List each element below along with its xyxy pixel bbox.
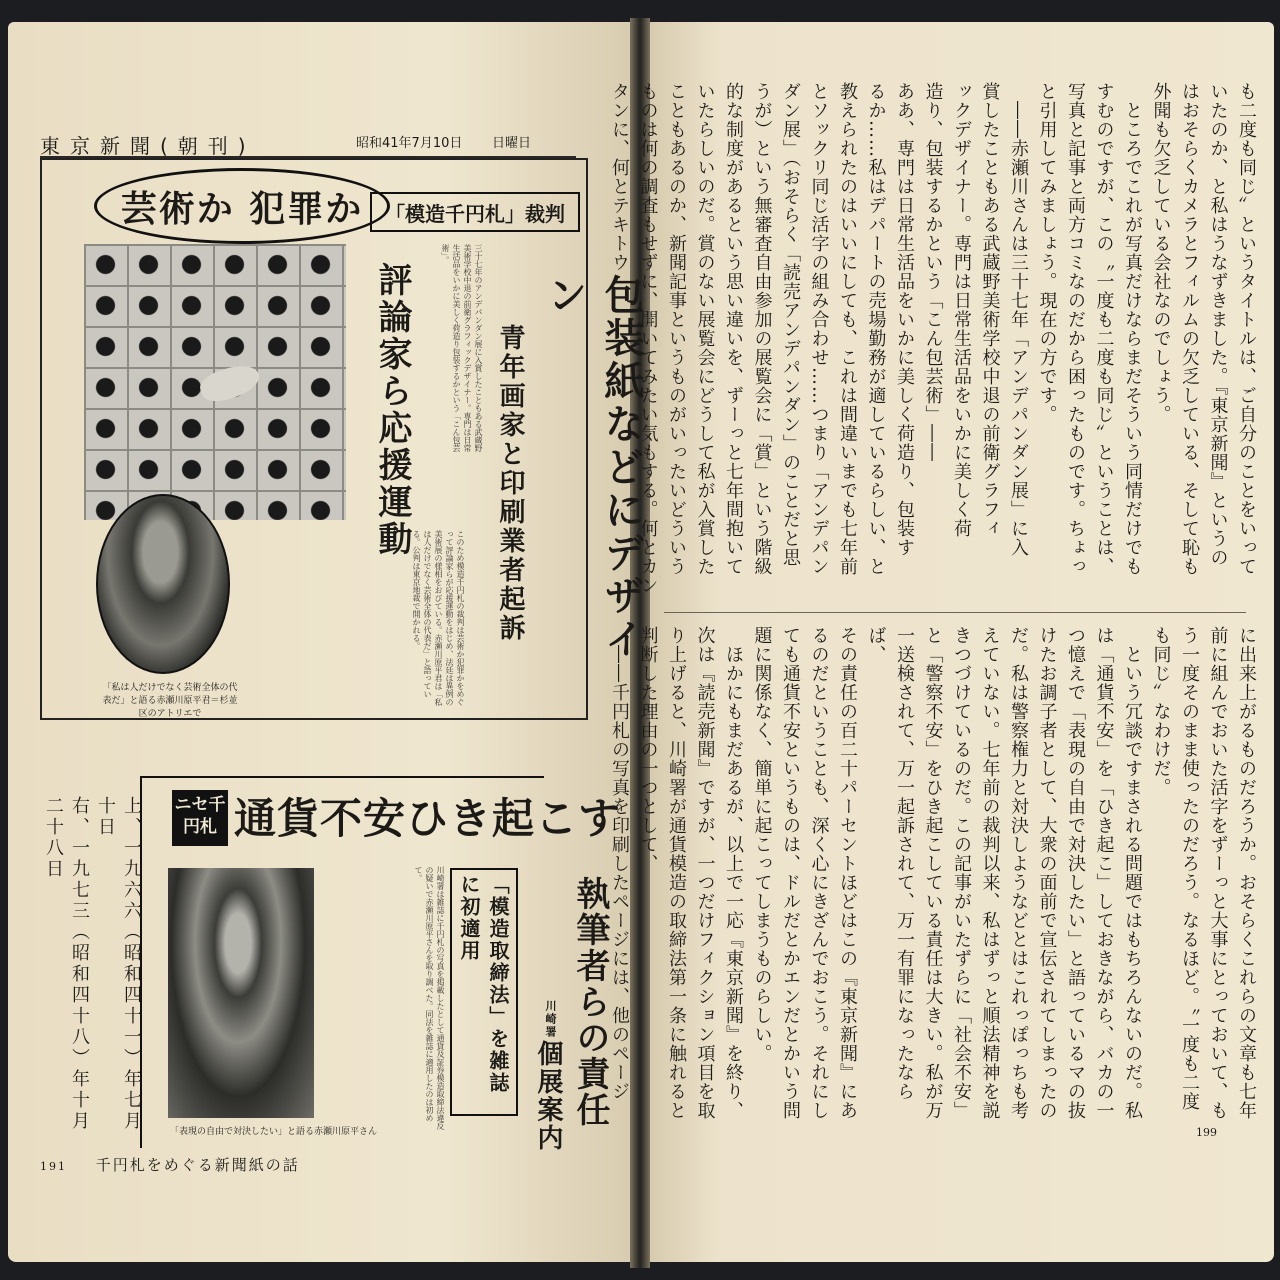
clipping2-box-headline: 「模造取締法」を雑誌に初適用 (450, 868, 518, 1116)
text-line: と引用してみましょう。現在の方です。 (1036, 82, 1058, 424)
text-line: 題に関係なく、簡単に起こってしまうものらしい。 (751, 626, 773, 1063)
text-line: 写真と記事と両方コミなのだから困ったものです。ちょっ (1065, 82, 1086, 576)
text-line: すむのですが、この〝一度も二度も同じ〟ということは、 (1093, 82, 1115, 576)
text-line: うが）という無審査自由参加の展覧会に「賞」という階級 (751, 82, 773, 576)
section-rule (664, 612, 1246, 613)
upper-text-block (609, 82, 1260, 610)
text-line: ――赤瀬川さんは三十七年「アンデパンダン展」に入 (1008, 82, 1029, 557)
text-line: 一送検されて、万一起訴されて、万一有罪になったならば、 (865, 626, 915, 1101)
counterfeit-badge: ニセ千円札 (172, 790, 228, 846)
clipping1-masthead (40, 128, 576, 158)
left-footer (40, 1154, 300, 1175)
clipping-dates (43, 796, 144, 1136)
text-line: り上げると、川崎署が通貨模造の取締法第一条に触れると (666, 626, 687, 1120)
text-line: も二度も同じ〟というタイトルは、ご自分のことをいって (1236, 82, 1257, 576)
headline-sub: 青年画家と印刷業者起訴 (495, 324, 525, 643)
text-line: 前に組んでおいた活字をずーっと大事にとっておいて、も (1207, 626, 1229, 1120)
clipping1-body-text: 三十七年のアンデパンダン展に入賞したこともある武蔵野美術学校中退の前衛グラフィックデザイナー。専門は日常生活品をいかに美しく荷造り包装するかという「こん包芸術」。 (441, 244, 483, 452)
text-line: も同じ〟なわけだ。 (1150, 626, 1172, 797)
right-page-number: 199 (1196, 1126, 1217, 1139)
text-line: つ憶えで「表現の自由で対決したい」と語っているマの抜 (1065, 626, 1086, 1120)
headline-oval: 芸術か 犯罪か (94, 168, 390, 244)
clipping2-sub: 個展案内 (533, 1040, 563, 1152)
text-line: と「警察不安」をひき起こしている責任は大きい。私が万 (922, 626, 944, 1120)
text-line: ところでこれが写真だけならまだそういう同情だけでも (1122, 82, 1143, 576)
text-line: るか……私はデパートの売場勤務が適しているらしい、と (865, 82, 887, 576)
text-line: いたらしいのだ。賞のない展覧会にどうして私が入賞した (694, 82, 716, 576)
text-line: けたお調子者として、大衆の面前で宣伝されてしまったの (1036, 626, 1058, 1120)
text-line: に出来上がるものだろうか。おそらくこれらの文章も七年 (1236, 626, 1257, 1120)
text-line: その責任の百二十パーセントほどはこの『東京新聞』にあ (837, 626, 858, 1120)
date-line-1: 上、一九六六（昭和四十一）年七月十日 (95, 796, 142, 1132)
text-line: 賞したこともある武蔵野美術学校中退の前衛グラフィ (979, 82, 1001, 538)
text-line: きつづけているのだ。この記事がいたずらに「社会不安」 (951, 626, 972, 1120)
text-line: いたのか、と私はうなずきました。『東京新聞』というの (1207, 82, 1229, 567)
text-line: えていない。七年前の裁判以来、私はずっと順法精神を説 (979, 626, 1001, 1120)
text-line: 判断した理由の一つとして、 (637, 626, 659, 873)
text-line: 教えられたのはいいにしても、これは間違いまでも七年前 (837, 82, 858, 576)
running-title: 千円札をめぐる新聞紙の話 (95, 1156, 300, 1174)
kicker-box: 「模造千円札」裁判 (370, 192, 580, 232)
portrait-photo-oval (96, 494, 230, 674)
text-line: ックデザイナー。専門は日常生活品をいかに美しく荷 (951, 82, 972, 538)
text-line: 造り、包装するかという「こん包芸術」―― (922, 82, 944, 462)
text-line: はおそらくカメラとフィルムの欠乏している、そして恥も (1179, 82, 1200, 576)
text-line: ダン展」（おそらく「読売アンデパンダン」のことだと思 (780, 82, 801, 567)
clipping2-body-text: 川崎署は雑誌に千円札の写真を掲載したとして通貨及証券模造取締法違反の疑いで赤瀬川原平さんを取り調べた。同法を雑誌に適用したのは初めて。 (414, 866, 445, 1130)
text-line: るのだということも、深く心にきざんでおこう。それにし (808, 626, 830, 1120)
text-line: だ。私は警察権力と対決しようなどとはこれっぽっちも考 (1008, 626, 1029, 1120)
text-line: は「通貨不安」を「ひき起こ」しておきながら、バカの一 (1093, 626, 1115, 1120)
text-line: という冗談ですまされる問題ではもちろんないのだ。私 (1122, 626, 1143, 1120)
text-line: ああ、専門は日常生活品をいかに美しく荷造り、包装す (894, 82, 915, 557)
text-line: とソックリ同じ活字の組み合わせ……つまり「アンデパン (808, 82, 830, 576)
text-line: ――千円札の写真を印刷したページには、他のページ (609, 626, 630, 1101)
left-page-number: 191 (40, 1160, 67, 1173)
text-line: ものは何の調査もせずに、開いてみたい気もする。何とカンタンに、何とテキトウ (609, 82, 659, 595)
portrait-photo (168, 868, 314, 1118)
clipping1-caption: 「私は人だけでなく芸術全体の代表だ」と語る赤瀬川原平君＝杉並区のアトリエで (102, 683, 238, 719)
headline-main: 包装紙などにデザイン (541, 274, 644, 661)
text-line: う一度そのまま使ったのだろう。なるほど。〝一度も二度 (1179, 626, 1200, 1111)
text-line: 的な制度があるという思い違いを、ずーっと七年間抱いて (723, 82, 744, 576)
clipping2-byline: 川崎署 (544, 1000, 557, 1039)
masthead-day: 日曜日 (492, 136, 532, 151)
clipping2-headline: 通貨不安ひき起こす (234, 794, 622, 843)
text-line: 次は『読売新聞』ですが、一つだけフィクション項目を取 (694, 626, 716, 1120)
masthead-date: 昭和41年7月10日 (356, 136, 463, 151)
date-line-2: 右、一九七三（昭和四十八）年十月二十八日 (43, 796, 90, 1132)
masthead-paper: 東京新聞(朝刊) (40, 134, 256, 158)
text-line: ても通貨不安というものは、ドルだとかエンだとかいう問 (780, 626, 801, 1120)
lower-text-block (609, 626, 1260, 1120)
clipping1-body-text-2: このため模造千円札の裁判は芸術か犯罪かをめぐって評論家らが応援運動をはじめ、法廷は異例の美術展の様相をおびている。赤瀬川原平君は「私は人だけでなく芸術全体の代表だ」と語っている。公判は東京地裁で開かれる。 (412, 530, 465, 706)
headline-side: 評論家ら応援運動 (372, 262, 412, 558)
text-line: 外聞も欠乏している会社なのでしょう。 (1150, 82, 1172, 424)
clipping2-caption: 「表現の自由で対決したい」と語る赤瀬川原平さん (170, 1127, 378, 1137)
clipping2-headline-side: 執筆者らの責任 (570, 876, 610, 1128)
text-line: ほかにもまだあるが、以上で一応『東京新聞』を終り、 (723, 626, 744, 1120)
text-line: こともあるのか、新聞記事というものがいったいどういう (666, 82, 687, 576)
